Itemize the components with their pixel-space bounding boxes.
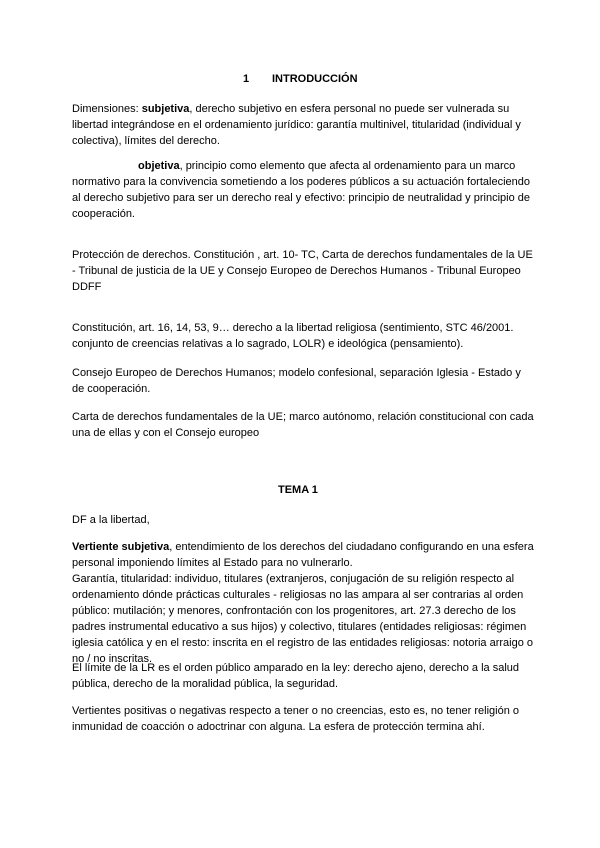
constitucion-paragraph: [72, 320, 534, 352]
proteccion-paragraph: [72, 247, 534, 295]
consejo-text: Consejo Europeo de Derechos Humanos; modelo confesional, separación Iglesia - Estado y de cooperación.: [72, 367, 521, 395]
vertiente-paragraph: [72, 539, 534, 667]
limite-text: El límite de la LR es el orden público amparado en la ley: derecho ajeno, derecho a la salud pública, derecho de la moralidad pública, la seguridad.: [72, 662, 519, 690]
dimensiones-paragraph: [72, 101, 534, 149]
garantia-text: Garantía, titularidad: individuo, titulares (extranjeros, conjugación de su religión respecto al ordenamiento dónde prácticas culturales - religiosas no las ampara al ser contrarias al orden público: mutilación; y menores, confrontación con los progenitores, art. 27.3 derecho de los padres instrumental educativo a sus hijos) y colectivo, titulares (entidades religiosas: régimen iglesia católica y en el resto: inscrita en el registro de las entidades religiosas: notoria arraigo o no / no inscritas.: [72, 573, 534, 665]
constitucion-text: Constitución, art. 16, 14, 53, 9… derecho a la libertad religiosa (sentimiento, STC 46/2001. conjunto de creencias relativas a lo sagrado, LOLR) e ideológica (pensamiento).: [72, 322, 514, 350]
dimensiones-lead: Dimensiones:: [72, 103, 142, 115]
objetiva-text: , principio como elemento que afecta al ordenamiento para un marco normativo para la convivencia sometiendo a los poderes públicos a su actuación fortaleciendo al derecho subjetivo para ser un derecho real y efectivo: principio de neutralidad y principio de cooperación.: [72, 160, 530, 220]
dimensiones-text: , derecho subjetivo en esfera personal no puede ser vulnerada su libertad integrándose en el ordenamiento jurídico: garantía multinivel, titularidad (individual y colectiva), límites del derecho.: [72, 103, 521, 147]
df-text: DF a la libertad,: [72, 514, 150, 526]
objetiva-paragraph: [72, 158, 534, 222]
carta-paragraph: [72, 409, 534, 441]
df-paragraph: [72, 512, 534, 528]
section-title: INTRODUCCIÓN: [272, 73, 358, 85]
vertiente-text: , entendimiento de los derechos del ciudadano configurando en una esfera personal imponiendo límites al Estado para no vulnerarlo.: [72, 541, 534, 569]
limite-paragraph: [72, 660, 534, 692]
section-number: 1: [243, 73, 250, 85]
consejo-paragraph: [72, 365, 534, 397]
vertiente-term: Vertiente subjetiva: [72, 541, 170, 553]
subjetiva-term: subjetiva: [141, 103, 190, 115]
vertientes-text: Vertientes positivas o negativas respecto a tener o no creencias, esto es, no tener religión o inmunidad de coacción o adoctrinar con alguna. La esfera de protección termina ahí.: [72, 705, 519, 733]
objetiva-term: objetiva: [138, 160, 180, 172]
tema-title: TEMA 1: [278, 484, 318, 496]
vertientes-paragraph: [72, 703, 534, 735]
carta-text: Carta de derechos fundamentales de la UE; marco autónomo, relación constitucional con cada una de ellas y con el Consejo europeo: [72, 411, 534, 439]
proteccion-text: Protección de derechos. Constitución , art. 10- TC, Carta de derechos fundamentales de la UE - Tribunal de justicia de la UE y Consejo Europeo de Derechos Humanos - Tribunal Europeo DDFF: [72, 249, 533, 293]
